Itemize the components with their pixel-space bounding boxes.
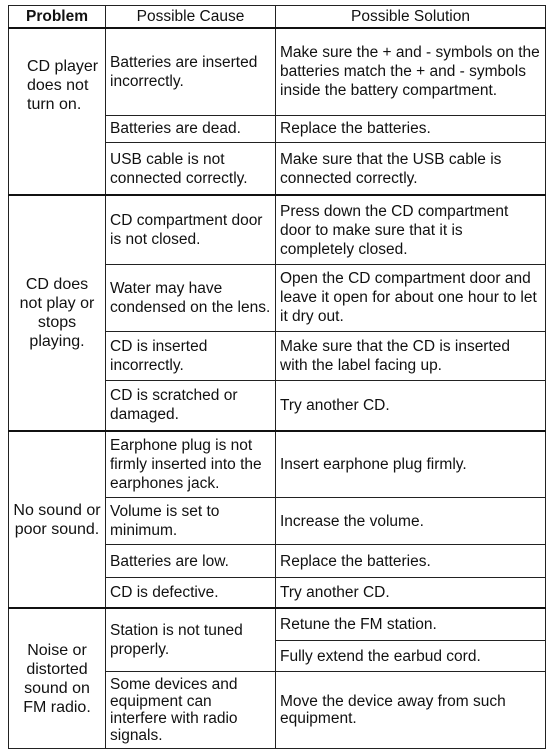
table-row — [9, 608, 546, 640]
solution-cell: Make sure the + and - symbols on the batteries match the + and - symbols inside the battery compartment. — [276, 28, 546, 115]
table-row — [9, 28, 546, 115]
cause-cell: USB cable is not connected correctly. — [106, 143, 276, 196]
problem-cell: CD player does not turn on. — [9, 28, 106, 195]
table-row — [9, 195, 546, 264]
cause-cell: Station is not tuned properly. — [106, 608, 276, 671]
problem-cell: No sound or poor sound. — [9, 431, 106, 609]
cause-cell: Earphone plug is not firmly inserted into the earphones jack. — [106, 431, 276, 498]
solution-cell: Insert earphone plug firmly. — [276, 431, 546, 498]
solution-cell: Try another CD. — [276, 578, 546, 608]
cause-cell: CD is defective. — [106, 578, 276, 608]
cause-cell: CD is inserted incorrectly. — [106, 331, 276, 380]
solution-cell: Fully extend the earbud cord. — [276, 641, 546, 671]
solution-cell: Increase the volume. — [276, 498, 546, 545]
header-row — [9, 6, 546, 29]
solution-cell: Retune the FM station. — [276, 608, 546, 640]
problem-cell: CD does not play or stops playing. — [9, 195, 106, 430]
solution-cell: Make sure that the CD is inserted with the label facing up. — [276, 331, 546, 380]
problem-cell: Noise or distorted sound on FM radio. — [9, 608, 106, 748]
solution-cell: Press down the CD compartment door to make sure that it is completely closed. — [276, 195, 546, 264]
header-cause: Possible Cause — [106, 6, 276, 29]
solution-cell: Try another CD. — [276, 380, 546, 431]
cause-cell: Batteries are inserted incorrectly. — [106, 28, 276, 115]
troubleshooting-table — [8, 5, 546, 749]
cause-cell: Batteries are low. — [106, 544, 276, 577]
cause-cell: Volume is set to minimum. — [106, 498, 276, 545]
solution-cell: Make sure that the USB cable is connected correctly. — [276, 143, 546, 196]
solution-cell: Replace the batteries. — [276, 544, 546, 577]
cause-cell: CD is scratched or damaged. — [106, 380, 276, 431]
cause-cell: Batteries are dead. — [106, 115, 276, 142]
cause-cell: Some devices and equipment can interfere with radio signals. — [106, 671, 276, 748]
cause-cell: CD compartment door is not closed. — [106, 195, 276, 264]
solution-cell: Move the device away from such equipment. — [276, 671, 546, 748]
cause-cell: Water may have condensed on the lens. — [106, 264, 276, 331]
table-row — [9, 431, 546, 498]
header-solution: Possible Solution — [276, 6, 546, 29]
solution-cell: Replace the batteries. — [276, 115, 546, 142]
solution-cell: Open the CD compartment door and leave it open for about one hour to let it dry out. — [276, 264, 546, 331]
header-problem: Problem — [9, 6, 106, 29]
